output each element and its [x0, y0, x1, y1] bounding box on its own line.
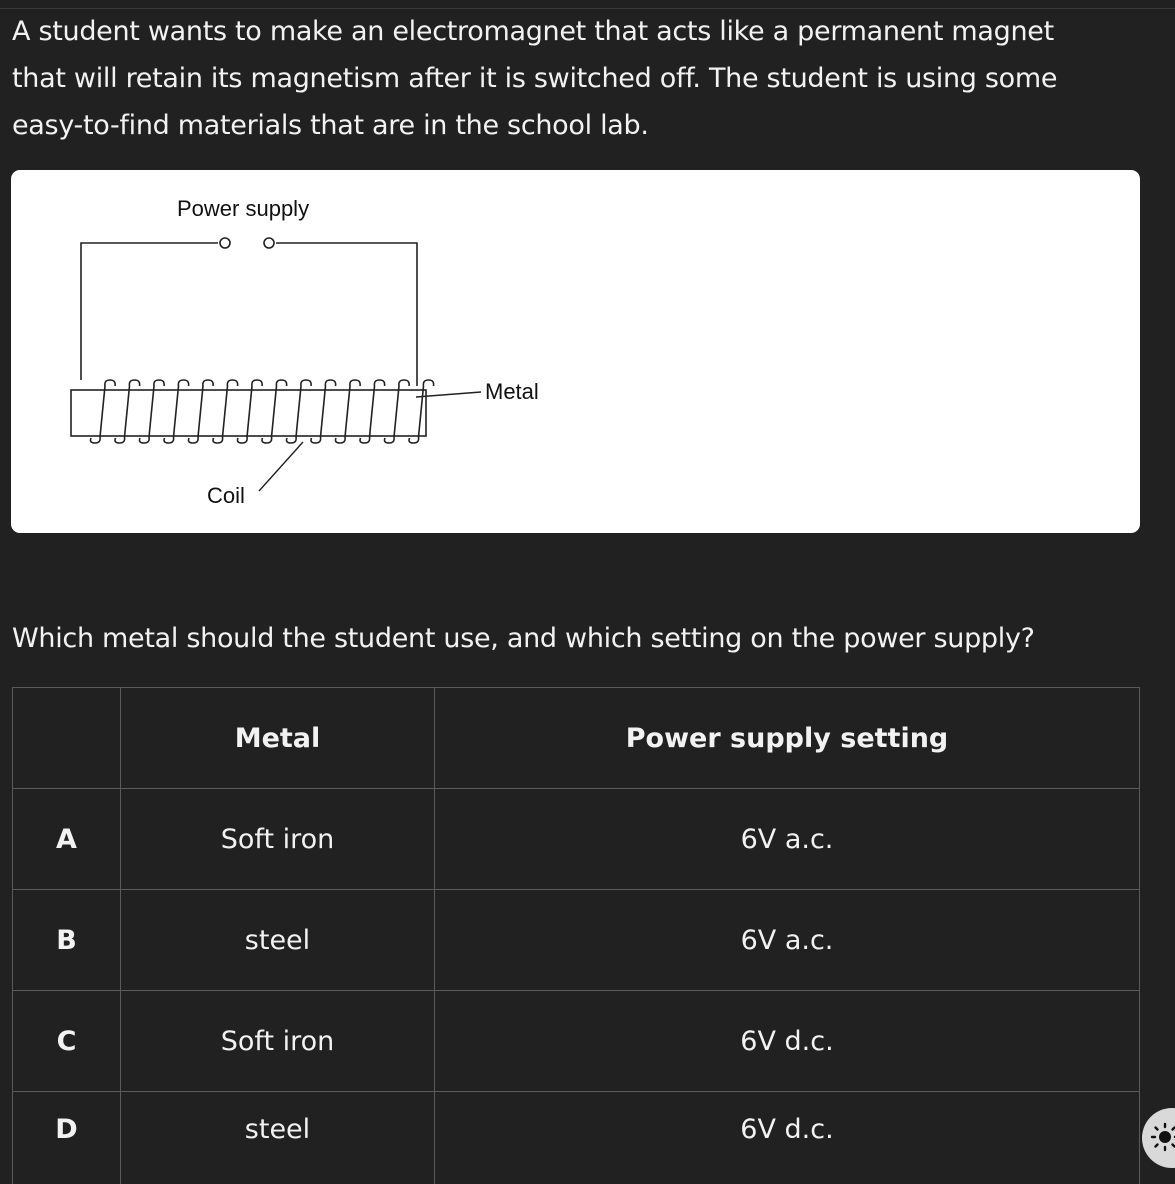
question-intro — [12, 8, 1162, 149]
option-setting: 6V d.c. — [435, 991, 1140, 1092]
sun-icon — [1150, 1122, 1175, 1152]
power-supply-label: Power supply — [177, 196, 309, 221]
header-metal: Metal — [121, 688, 435, 789]
option-metal: Soft iron — [121, 789, 435, 890]
option-setting: 6V a.c. — [435, 890, 1140, 991]
option-row-d[interactable] — [13, 1092, 1140, 1184]
option-metal: steel — [121, 1092, 435, 1184]
intro-line-3: easy-to-find materials that are in the school lab. — [12, 110, 649, 141]
option-letter: C — [13, 991, 121, 1092]
option-letter: B — [13, 890, 121, 991]
header-letter — [13, 688, 121, 789]
question-prompt: Which metal should the student use, and which setting on the power supply? — [12, 615, 1162, 662]
metal-label: Metal — [485, 379, 539, 404]
option-row-c[interactable] — [13, 991, 1140, 1092]
coil-label: Coil — [207, 483, 245, 508]
option-letter: A — [13, 789, 121, 890]
brightness-toggle-button[interactable] — [1142, 1108, 1175, 1168]
intro-line-1: A student wants to make an electromagnet that acts like a permanent magnet — [12, 16, 1054, 47]
option-letter: D — [13, 1092, 121, 1184]
header-power-setting: Power supply setting — [435, 688, 1140, 789]
circuit-wire — [81, 238, 417, 386]
option-row-a[interactable] — [13, 789, 1140, 890]
option-metal: steel — [121, 890, 435, 991]
intro-line-2: that will retain its magnetism after it is switched off. The student is using some — [12, 63, 1057, 94]
coil-leader-line — [259, 442, 303, 491]
option-setting: 6V d.c. — [435, 1092, 1140, 1184]
electromagnet-diagram — [11, 170, 1140, 533]
option-row-b[interactable] — [13, 890, 1140, 991]
answer-options-table — [12, 687, 1140, 1184]
option-metal: Soft iron — [121, 991, 435, 1092]
option-setting: 6V a.c. — [435, 789, 1140, 890]
table-header-row — [13, 688, 1140, 789]
